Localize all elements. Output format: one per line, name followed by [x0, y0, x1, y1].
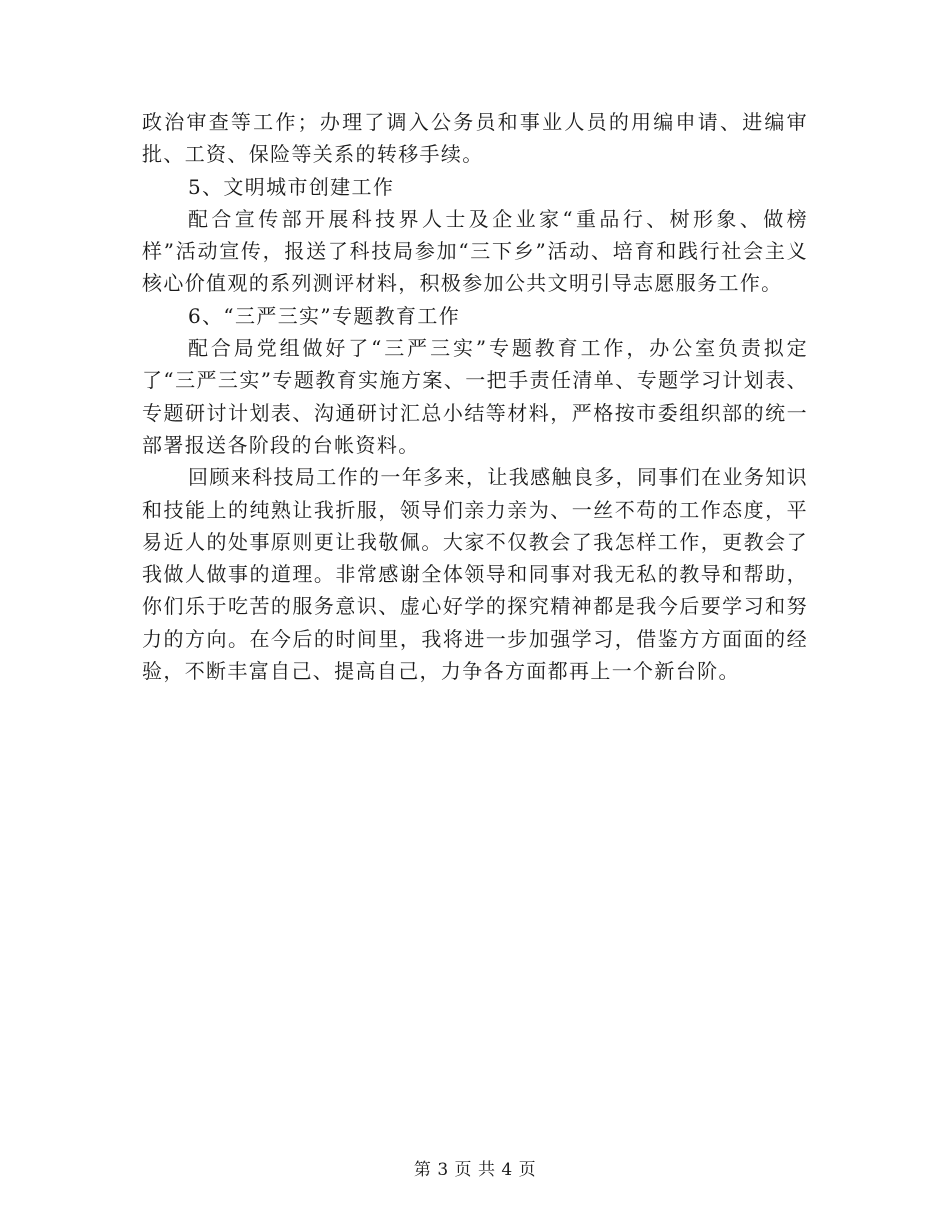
paragraph-reflection: 回顾来科技局工作的一年多来，让我感触良多，同事们在业务知识和技能上的纯熟让我折服，领导们亲力亲为、一丝不苟的工作态度，平易近人的处事原则更让我敬佩。大家不仅教会了我怎样工作，更教会了我做人做事的道理。非常感谢全体领导和同事对我无私的教导和帮助，你们乐于吃苦的服务意识、虚心好学的探究精神都是我今后要学习和努力的方向。在今后的时间里，我将进一步加强学习，借鉴方方面面的经验，不断丰富自己、提高自己，力争各方面都再上一个新台阶。: [142, 465, 808, 684]
paragraph-civilization: 配合宣传部开展科技界人士及企业家“重品行、树形象、做榜样”活动宣传，报送了科技局参加“三下乡”活动、培育和践行社会主义核心价值观的系列测评材料，积极参加公共文明引导志愿服务工作。: [142, 206, 808, 296]
page-number: 第 3 页 共 4 页: [413, 1160, 537, 1180]
page-footer: [0, 1155, 950, 1180]
section-heading-5: 5、文明城市创建工作: [188, 174, 395, 199]
paragraph-education: 配合局党组做好了“三严三实”专题教育工作，办公室负责拟定了“三严三实”专题教育实施方案、一把手责任清单、专题学习计划表、专题研讨计划表、沟通研讨汇总小结等材料，严格按市委组织部的统一部署报送各阶段的台帐资料。: [142, 336, 808, 457]
document-body: [142, 106, 808, 687]
section-heading-6: 6、“三严三实”专题教育工作: [188, 303, 461, 328]
paragraph-continuation: 政治审查等工作；办理了调入公务员和事业人员的用编申请、进编审批、工资、保险等关系的转移手续。: [142, 110, 808, 167]
